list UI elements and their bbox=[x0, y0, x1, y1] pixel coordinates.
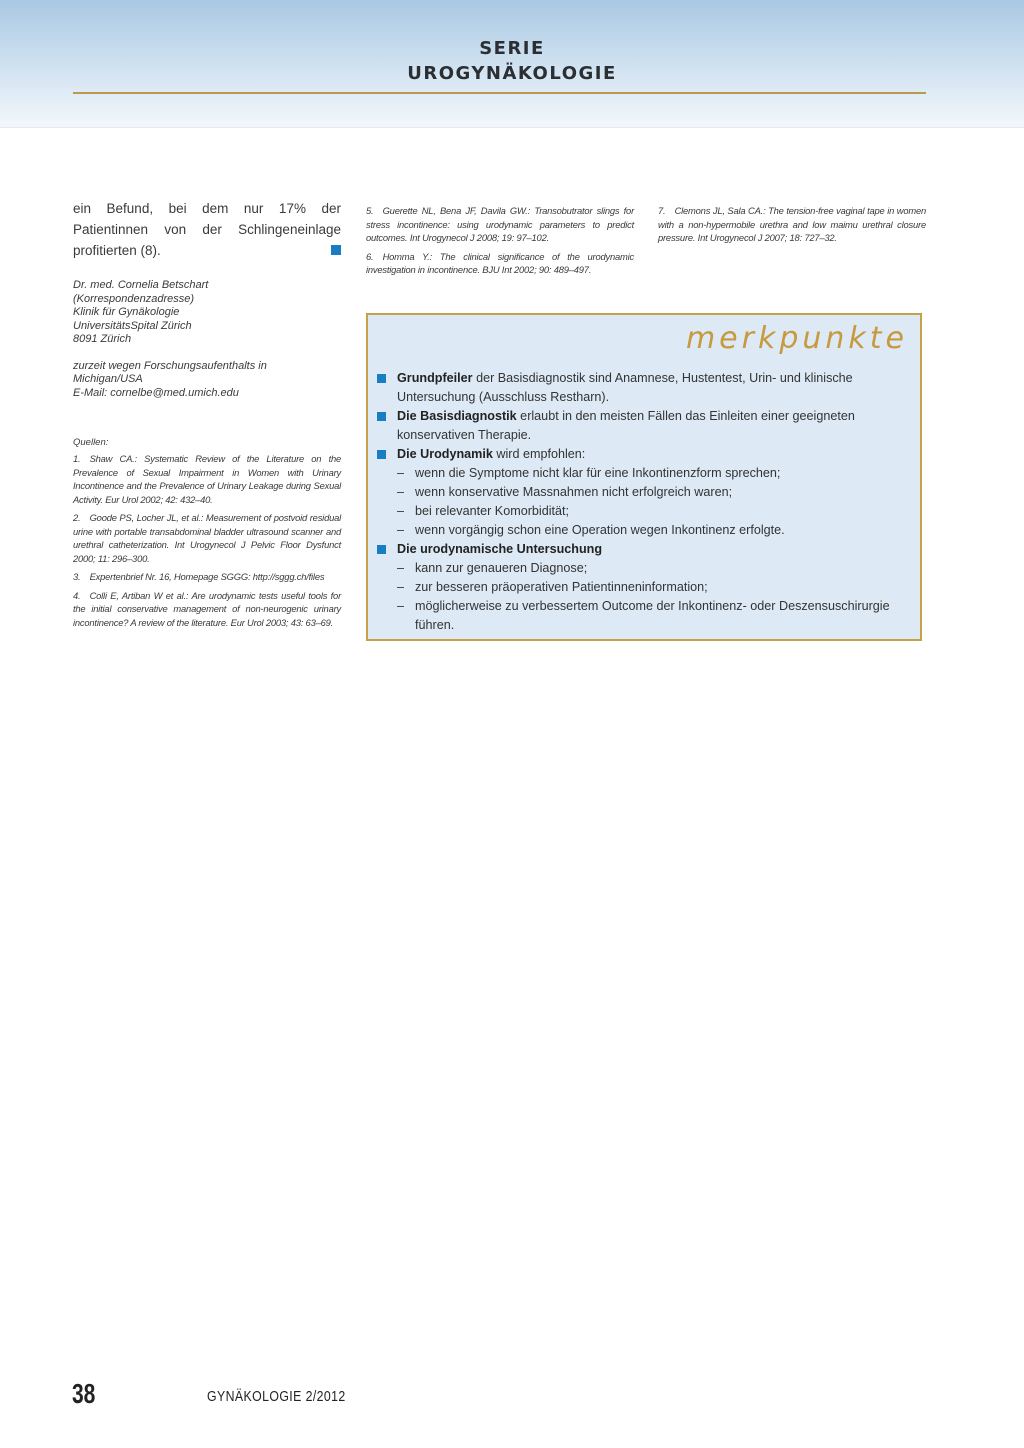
reference-item: 4. Colli E, Artiban W et al.: Are urodynamic tests useful tools for the initial conservative management of non-neurogenic urinary incontinence? A review of the literature. Eur Urol 2003; 43: 63–69. bbox=[73, 589, 341, 628]
sub-item bbox=[376, 578, 912, 597]
sub-item bbox=[376, 597, 912, 635]
dash-icon: – bbox=[397, 599, 405, 613]
author-line: Klinik für Gynäkologie bbox=[73, 306, 180, 318]
column-1 bbox=[73, 198, 341, 629]
sub-item bbox=[376, 559, 912, 578]
merkpunkte-title: merkpunkte bbox=[685, 321, 908, 356]
merkpunkte-list bbox=[376, 369, 912, 635]
author-line: Michigan/USA bbox=[73, 373, 143, 385]
author-block bbox=[73, 279, 341, 400]
dash-icon: – bbox=[397, 580, 405, 594]
sub-item bbox=[376, 483, 912, 502]
page-header bbox=[0, 0, 1024, 128]
sub-item-text: möglicherweise zu verbessertem Outcome der Inkontinenz- oder Deszensuschirurgie führen. bbox=[415, 599, 890, 632]
author-line: (Korrespondenzadresse) bbox=[73, 292, 195, 305]
reference-item: 3. Expertenbrief Nr. 16, Homepage SGGG: http://sggg.ch/files bbox=[73, 571, 325, 582]
column-2 bbox=[366, 202, 634, 277]
bullet-square-icon bbox=[377, 545, 386, 554]
author-email[interactable]: E-Mail: cornelbe@med.umich.edu bbox=[73, 386, 239, 399]
bullet-square-icon bbox=[377, 412, 386, 421]
list-item bbox=[376, 407, 912, 445]
author-line: 8091 Zürich bbox=[73, 333, 132, 345]
bullet-square-icon bbox=[377, 450, 386, 459]
sub-item bbox=[376, 464, 912, 483]
author-line: zurzeit wegen Forschungsaufenthalts in bbox=[73, 359, 267, 372]
reference-item: 7. Clemons JL, Sala CA.: The tension-free vaginal tape in women with a non-hypermobile urethra and low maimu urethral closure pressure. Int Urogynecol J 2007; 18: 727–32. bbox=[658, 205, 926, 243]
sub-item-text: bei relevanter Komorbidität; bbox=[415, 504, 570, 518]
item-bold: Die Basisdiagnostik bbox=[397, 409, 517, 423]
item-text: wird empfohlen: bbox=[492, 447, 586, 461]
sub-item bbox=[376, 502, 912, 521]
reference-item: 6. Homma Y.: The clinical significance of the urodynamic investigation in incontinence. BJU Int 2002; 90: 489–497. bbox=[366, 250, 634, 275]
reference-item: 2. Goode PS, Locher JL, et al.: Measurement of postvoid residual urine with portable transabdominal bladder ultrasound scanner and urethral catheterization. Int Urogynecol J Pelvic Floor Dysfunct 2000; 11: 296–300. bbox=[73, 512, 341, 564]
item-bold: Grundpfeiler bbox=[397, 371, 473, 385]
list-item bbox=[376, 445, 912, 464]
sub-item-text: zur besseren präoperativen Patientinneninformation; bbox=[415, 580, 708, 594]
item-bold: Die Urodynamik bbox=[397, 447, 493, 461]
journal-issue: GYNÄKOLOGIE 2/2012 bbox=[207, 1388, 346, 1405]
author-name: Dr. med. Cornelia Betschart bbox=[73, 279, 209, 291]
dash-icon: – bbox=[397, 504, 405, 518]
dash-icon: – bbox=[397, 561, 405, 575]
dash-icon: – bbox=[397, 523, 405, 537]
dash-icon: – bbox=[397, 466, 405, 480]
sub-item-text: kann zur genaueren Diagnose; bbox=[415, 561, 588, 575]
sub-item bbox=[376, 521, 912, 540]
reference-item: 5. Guerette NL, Bena JF, Davila GW.: Transobutrator slings for stress incontinence: using urodynamic parameters to predict outcomes. Int Urogynecol J 2008; 19: 97–102. bbox=[366, 205, 634, 243]
sources-label: Quellen: bbox=[73, 437, 109, 448]
header-rule bbox=[73, 92, 926, 94]
item-bold: Die urodynamische Untersuchung bbox=[397, 542, 603, 556]
column-3 bbox=[658, 202, 926, 245]
item-text: erlaubt in den meisten Fällen das Einleiten einer geeigneten konservativen Therapie. bbox=[397, 409, 855, 442]
end-of-article-icon bbox=[331, 245, 341, 255]
sub-item-text: wenn die Symptome nicht klar für eine Inkontinenzform sprechen; bbox=[415, 466, 781, 480]
series-line-1: SERIE bbox=[479, 38, 545, 59]
author-line: UniversitätsSpital Zürich bbox=[73, 319, 192, 332]
list-item bbox=[376, 369, 912, 407]
item-text: der Basisdiagnostik sind Anamnese, Hustentest, Urin- und klinische Untersuchung (Ausschluss Restharn). bbox=[397, 371, 853, 404]
dash-icon: – bbox=[397, 485, 405, 499]
paragraph-text: ein Befund, bei dem nur 17% der Patientinnen von der Schlingeneinlage profitierten (8). bbox=[73, 201, 341, 258]
list-item bbox=[376, 540, 912, 559]
bullet-square-icon bbox=[377, 374, 386, 383]
sub-item-text: wenn vorgängig schon eine Operation wegen Inkontinenz erfolgte. bbox=[415, 523, 785, 537]
reference-item: 1. Shaw CA.: Systematic Review of the Literature on the Prevalence of Sexual Impairment in Women with Urinary Incontinence and the Prevalence of Urinary Leakage during Sexual Activity. Eur Urol 2002; 42: 432–40. bbox=[73, 453, 341, 505]
merkpunkte-box bbox=[366, 313, 922, 641]
series-title bbox=[0, 36, 1024, 86]
series-line-2: UROGYNÄKOLOGIE bbox=[407, 63, 617, 84]
body-paragraph bbox=[73, 198, 341, 261]
sub-item-text: wenn konservative Massnahmen nicht erfolgreich waren; bbox=[415, 485, 733, 499]
page-number: 38 bbox=[72, 1378, 96, 1409]
